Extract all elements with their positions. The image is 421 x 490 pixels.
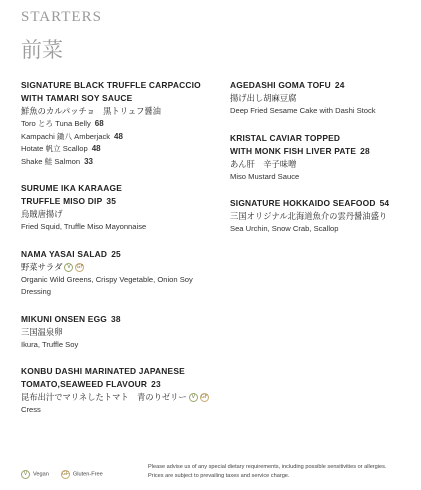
menu-item-mikuni-egg <box>21 313 216 352</box>
section-title-en: STARTERS <box>21 9 102 25</box>
item-price: 24 <box>334 80 345 90</box>
section-title-jp: 前菜 <box>21 38 63 62</box>
right-column <box>230 79 415 250</box>
gluten-free-icon: GF <box>200 394 208 400</box>
item-title: SURUME IKA KARAAGE <box>21 183 122 193</box>
item-jp-name: 野菜サラダ V GF <box>21 261 84 272</box>
item-price: 38 <box>111 313 121 324</box>
menu-item-surume-ika <box>21 182 216 234</box>
item-jp-name: 昆布出汁でマリネしたトマト 青のりゼリー V GF <box>21 392 208 402</box>
notice-line-2: Prices are subject to prevailing taxes and service charge. <box>148 473 290 479</box>
left-column <box>21 79 216 431</box>
menu-item-kristal-caviar <box>230 132 415 184</box>
item-title-line2: TRUFFLE MISO DIP 35 <box>21 196 117 206</box>
item-description: Miso Mustard Sauce <box>230 171 300 181</box>
item-description: Cress <box>21 405 41 414</box>
menu-item-nama-yasai <box>21 248 216 299</box>
sub-option-label: Kampachi 鋤八 Amberjack <box>21 131 111 141</box>
diet-legend <box>21 470 103 479</box>
item-jp-name: あん肝 辛子味噌 <box>230 158 297 169</box>
item-title-line2: WITH MONK FISH LIVER PATE 28 <box>230 145 370 156</box>
menu-item-hokkaido-seafood <box>230 197 415 236</box>
item-title: NAMA YASAI SALAD 25 <box>21 248 121 259</box>
legend-gluten-free-label: Gluten-Free <box>72 471 103 478</box>
sub-option-kampachi <box>21 131 216 144</box>
item-jp-name: 鮮魚のカルパッチョ 黒トリュフ醤油 <box>21 106 161 116</box>
gluten-free-icon: GF <box>61 471 69 477</box>
item-price: 54 <box>379 198 390 208</box>
item-jp-name: 三国温泉卵 <box>21 326 63 337</box>
sub-option-toro <box>21 118 216 131</box>
item-description: Sea Urchin, Snow Crab, Scallop <box>230 224 339 233</box>
item-description: Deep Fried Sesame Cake with Dashi Stock <box>230 106 376 115</box>
sub-option-label: Shake 鮭 Salmon <box>21 156 81 166</box>
sub-option-hotate <box>21 143 216 156</box>
item-jp-name: 三国オリジナル北海道魚介の雲丹醤油盛り <box>230 211 388 221</box>
item-description: Fried Squid, Truffle Miso Mayonnaise <box>21 222 147 231</box>
gluten-free-icon: GF <box>76 263 84 270</box>
item-title: AGEDASHI GOMA TOFU 24 <box>230 80 345 90</box>
item-title: SIGNATURE BLACK TRUFFLE CARPACCIO WITH TAMARI SOY SAUCE <box>21 80 201 103</box>
menu-item-agedashi-tofu <box>230 79 415 118</box>
sub-option-label: Toro とろ Tuna Belly <box>21 119 91 128</box>
legend-vegan-label: Vegan <box>33 471 49 478</box>
sub-option-shake <box>21 156 216 169</box>
item-jp-name: 揚げ出し胡麻豆腐 <box>230 93 297 103</box>
menu-item-konbu-tomato <box>21 365 216 417</box>
menu-item-carpaccio <box>21 79 216 168</box>
item-jp-name: 烏賊唐揚げ <box>21 209 63 219</box>
vegan-icon: V <box>189 393 198 402</box>
item-price: 23 <box>151 379 161 389</box>
sub-option-label: Hotate 帆立 Scallop <box>21 144 88 153</box>
item-title: KRISTAL CAVIAR TOPPED <box>230 132 341 143</box>
sub-option-price: 48 <box>91 144 101 153</box>
item-title: SIGNATURE HOKKAIDO SEAFOOD 54 <box>230 198 390 208</box>
notice-line-1: Please advise us of any special dietary requirements, including possible sensitivities or allergies. <box>148 464 387 470</box>
vegan-icon: V <box>21 470 30 479</box>
vegan-icon: V <box>64 263 73 272</box>
dietary-notice <box>148 463 410 481</box>
item-title: MIKUNI ONSEN EGG 38 <box>21 313 121 324</box>
item-description: Organic Wild Greens, Crispy Vegetable, Onion Soy Dressing <box>21 274 193 296</box>
item-price: 28 <box>360 145 370 156</box>
item-title: KONBU DASHI MARINATED JAPANESE TOMATO,SEAWEED FLAVOUR 23 <box>21 366 185 389</box>
sub-option-price: 48 <box>114 131 123 141</box>
sub-option-price: 33 <box>84 156 93 166</box>
sub-option-price: 68 <box>94 119 104 128</box>
item-description: Ikura, Truffle Soy <box>21 339 79 349</box>
item-price: 25 <box>111 248 121 259</box>
item-price: 35 <box>106 196 117 206</box>
